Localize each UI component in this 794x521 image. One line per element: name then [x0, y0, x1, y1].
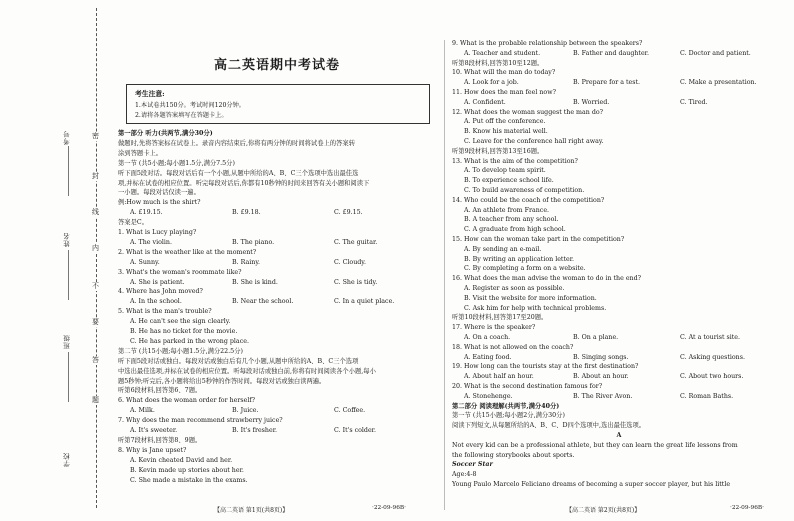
seal-dashed-line	[96, 8, 97, 508]
text-line: C. He has parked in the wrong place.	[130, 337, 249, 345]
text-line: B. Juice.	[232, 407, 259, 415]
text-line: B. Near the school.	[232, 298, 294, 306]
column-divider	[444, 40, 445, 510]
page-footer-left: 【高二英语 第1页(共8页)】	[214, 507, 289, 514]
text-line: C. She made a mistake in the exams.	[130, 476, 248, 484]
text-line: C. Asking questions.	[680, 353, 745, 361]
text-line: 一小题。每段对话仅读一遍。	[118, 189, 200, 197]
text-line: 11. How does the man feel now?	[452, 89, 556, 96]
text-line: 阅读下列短文,从每题所给的A、B、C、D四个选项中,选出最佳选项。	[452, 422, 646, 430]
text-line: C. Ask him for help with technical problems.	[464, 304, 607, 312]
text-line: C. By completing a form on a website.	[464, 265, 586, 273]
text-line: 做题时,先将答案标在试卷上。录音内容结束后,你将有两分钟的时间将试卷上的答案转	[118, 139, 355, 147]
text-line: B. The River Avon.	[573, 392, 633, 400]
text-line: 12. What does the woman suggest the man do?	[452, 108, 604, 116]
seal-char: 题	[92, 396, 99, 404]
text-line: C. Coffee.	[334, 407, 366, 415]
exam-number-label: 考号	[63, 130, 71, 145]
text-line: A. About half an hour.	[464, 373, 534, 381]
text-line: A. Confident.	[464, 98, 506, 106]
text-line: 15. How can the woman take part in the competition?	[452, 236, 625, 243]
text-line: A. Teacher and student.	[464, 49, 541, 57]
name-line	[68, 250, 69, 300]
name-label: 姓名	[63, 232, 71, 247]
text-line: C. The guitar.	[334, 238, 378, 246]
text-line: 听第9段材料,回答第13至16题。	[452, 147, 544, 155]
text-line: Not every kid can be a professional athlete, but they can learn the great life lessons from	[452, 441, 738, 449]
seal-char: 线	[92, 208, 99, 216]
text-line: A. The violin.	[130, 238, 172, 246]
text-line: B. The piano.	[232, 238, 275, 246]
text-line: 9. What is the probable relationship between the speakers?	[452, 40, 643, 47]
text-line: B. A teacher from any school.	[464, 216, 559, 224]
text-line: 听第7段材料,回答第8、9题。	[118, 436, 202, 444]
page-footer-right: 【高二英语 第2页(共8页)】	[566, 507, 641, 514]
text-line: B. Singing songs.	[573, 353, 629, 361]
text-line: C. Roman Baths.	[680, 392, 734, 400]
text-line: 10. What will the man do today?	[452, 69, 556, 77]
page-code-right: ·22-09-96B·	[730, 505, 764, 511]
text-line: 14. Who could be the coach of the competition?	[452, 196, 605, 204]
text-line: B. She is kind.	[232, 278, 278, 286]
text-line: 第一部分 听力(共两节,满分30分)	[118, 130, 213, 137]
text-line: 19. How long can the tourists stay at the first destination?	[452, 363, 639, 371]
text-line: A. It's sweeter.	[130, 427, 178, 434]
text-line: C. It's colder.	[334, 427, 376, 434]
text-line: 项,并标在试卷的相应位置。听完每段对话后,你都有10秒钟的时间来回答有关小题和阅读下	[118, 179, 370, 187]
text-line: 3. What's the woman's roommate like?	[118, 268, 242, 276]
text-line: A. Milk.	[130, 407, 155, 415]
text-line: 6. What does the woman order for herself?	[118, 397, 256, 405]
text-line: 第二部分 阅读理解(共两节,满分40分)	[452, 402, 560, 410]
text-line: B. To experience school life.	[464, 177, 554, 185]
text-line: B. Father and daughter.	[573, 49, 649, 57]
text-line: B. On a plane.	[573, 334, 619, 341]
text-line: C. Cloudy.	[334, 258, 367, 266]
text-line: A. Sunny.	[130, 258, 160, 266]
text-line: C. Tired.	[680, 98, 708, 106]
text-line: 第一节 (共15小题;每小题2分,满分30分)	[452, 412, 565, 420]
notice-box	[126, 84, 430, 124]
text-line: B. Kevin made up stories about her.	[130, 466, 244, 474]
class-label: 班级	[63, 334, 71, 349]
text-line: 第二节 (共15小题;每小题1.5分,满分22.5分)	[118, 347, 243, 355]
text-line: Age:4-8	[452, 471, 477, 479]
text-line: B. Know his material well.	[464, 128, 548, 136]
text-line: C. £9.15.	[334, 209, 363, 217]
exam-title: 高二英语期中考试卷	[213, 58, 340, 73]
text-line: B. About an hour.	[573, 373, 629, 381]
text-line: A. Eating food.	[464, 353, 512, 361]
seal-char: 要	[92, 318, 99, 326]
text-line: A. An athlete from France.	[464, 206, 550, 214]
text-line: 涂到答题卡上。	[118, 149, 163, 157]
text-line: 8. Why is Jane upset?	[118, 446, 187, 454]
text-line: A. Look for a job.	[464, 79, 519, 87]
text-line: 听第10段材料,回答第17至20题。	[452, 314, 548, 322]
text-line: 例:How much is the shirt?	[118, 199, 201, 207]
text-line: 听第8段材料,回答第10至12题。	[452, 59, 544, 67]
text-line: A. £19.15.	[130, 209, 163, 217]
text-line: 1. What is Lucy playing?	[118, 229, 197, 236]
text-line: Young Paulo Marcelo Feliciano dreams of becoming a super soccer player, but his little	[452, 481, 731, 488]
text-line: A. Kevin cheated David and her.	[130, 456, 233, 464]
exam-number-line	[68, 146, 69, 196]
text-line: 5. What is the man's trouble?	[118, 308, 212, 316]
notice-heading: 考生注意:	[135, 90, 165, 98]
text-line: A. By sending an e-mail.	[464, 245, 542, 253]
seal-char: 封	[92, 172, 99, 180]
seal-char: 密	[92, 132, 99, 140]
text-line: C. At a tourist site.	[680, 334, 740, 341]
school-label: 学校	[63, 452, 71, 467]
text-line: B. He has no ticket for the movie.	[130, 328, 238, 335]
text-line: B. Visit the website for more information.	[464, 294, 597, 302]
text-line: 第一节 (共5小题;每小题1.5分,满分7.5分)	[118, 159, 235, 167]
text-line: A. On a coach.	[464, 334, 511, 341]
seal-char: 答	[92, 356, 99, 364]
text-line: C. To build awareness of competition.	[464, 187, 585, 194]
text-line: C. Doctor and patient.	[680, 49, 751, 57]
text-line: B. By writing an application letter.	[464, 255, 575, 263]
text-line: B. Worried.	[573, 98, 610, 106]
seal-char: 不	[92, 282, 99, 290]
notice-item: 1.本试卷共150分。考试时间120分钟。	[135, 102, 245, 109]
text-line: C. A graduate from high school.	[464, 226, 566, 234]
text-line: B. It's fresher.	[232, 427, 278, 434]
notice-item: 2.请将各题答案填写在答题卡上。	[135, 112, 228, 119]
text-line: A	[616, 432, 622, 439]
text-line: A. Stonehenge.	[464, 392, 513, 400]
text-line: 16. What does the man advise the woman to do in the end?	[452, 275, 642, 283]
text-line: 18. What is not allowed on the coach?	[452, 343, 574, 351]
text-line: Soccer Star	[452, 461, 493, 469]
text-line: A. He can't see the sign clearly.	[130, 318, 231, 326]
text-line: C. In a quiet place.	[334, 298, 395, 306]
text-line: 中选出最佳选项,并标在试卷的相应位置。听每段对话或独白前,你将有时间阅读各个小题,每小	[118, 367, 376, 375]
text-line: 听第6段材料,回答第6、7题。	[118, 387, 202, 395]
text-line: B. Prepare for a test.	[573, 79, 641, 87]
text-line: 2. What is the weather like at the moment?	[118, 248, 257, 256]
text-line: the following storybooks about sports.	[452, 451, 575, 459]
text-line: C. About two hours.	[680, 373, 744, 381]
text-line: A. She is patient.	[130, 278, 185, 286]
text-line: 4. Where has John moved?	[118, 288, 203, 296]
text-line: 20. What is the second destination famous for?	[452, 383, 603, 390]
text-line: 听下面5段对话或独白。每段对话或独白后有几个小题,从题中所给的A、B、C三个选项	[118, 357, 359, 365]
text-line: C. Make a presentation.	[680, 79, 757, 87]
text-line: C. Leave for the conference hall right away.	[464, 138, 604, 145]
text-line: B. £9.18.	[232, 209, 261, 217]
text-line: A. Put off the conference.	[464, 118, 546, 126]
text-line: A. To develop team spirit.	[464, 167, 546, 175]
binding-margin	[0, 0, 102, 521]
text-line: 题5秒钟;听完后,各小题将给出5秒钟的作答时间。每段对话或独白读两遍。	[118, 377, 326, 385]
text-line: 答案是C。	[118, 219, 149, 227]
seal-char: 内	[92, 244, 99, 252]
text-line: A. Register as soon as possible.	[464, 285, 565, 292]
text-line: 7. Why does the man recommend strawberry juice?	[118, 417, 283, 425]
class-line	[68, 352, 69, 402]
text-line: 听下面5段对话。每段对话后有一个小题,从题中所给的A、B、C三个选项中选出最佳选	[118, 169, 359, 177]
text-line: C. She is tidy.	[334, 278, 378, 286]
text-line: 13. What is the aim of the competition?	[452, 157, 578, 165]
text-line: A. In the school.	[130, 298, 182, 306]
text-line: 17. Where is the speaker?	[452, 324, 536, 332]
page-code-left: ·22-09-96B·	[372, 505, 406, 511]
text-line: B. Rainy.	[232, 258, 261, 266]
